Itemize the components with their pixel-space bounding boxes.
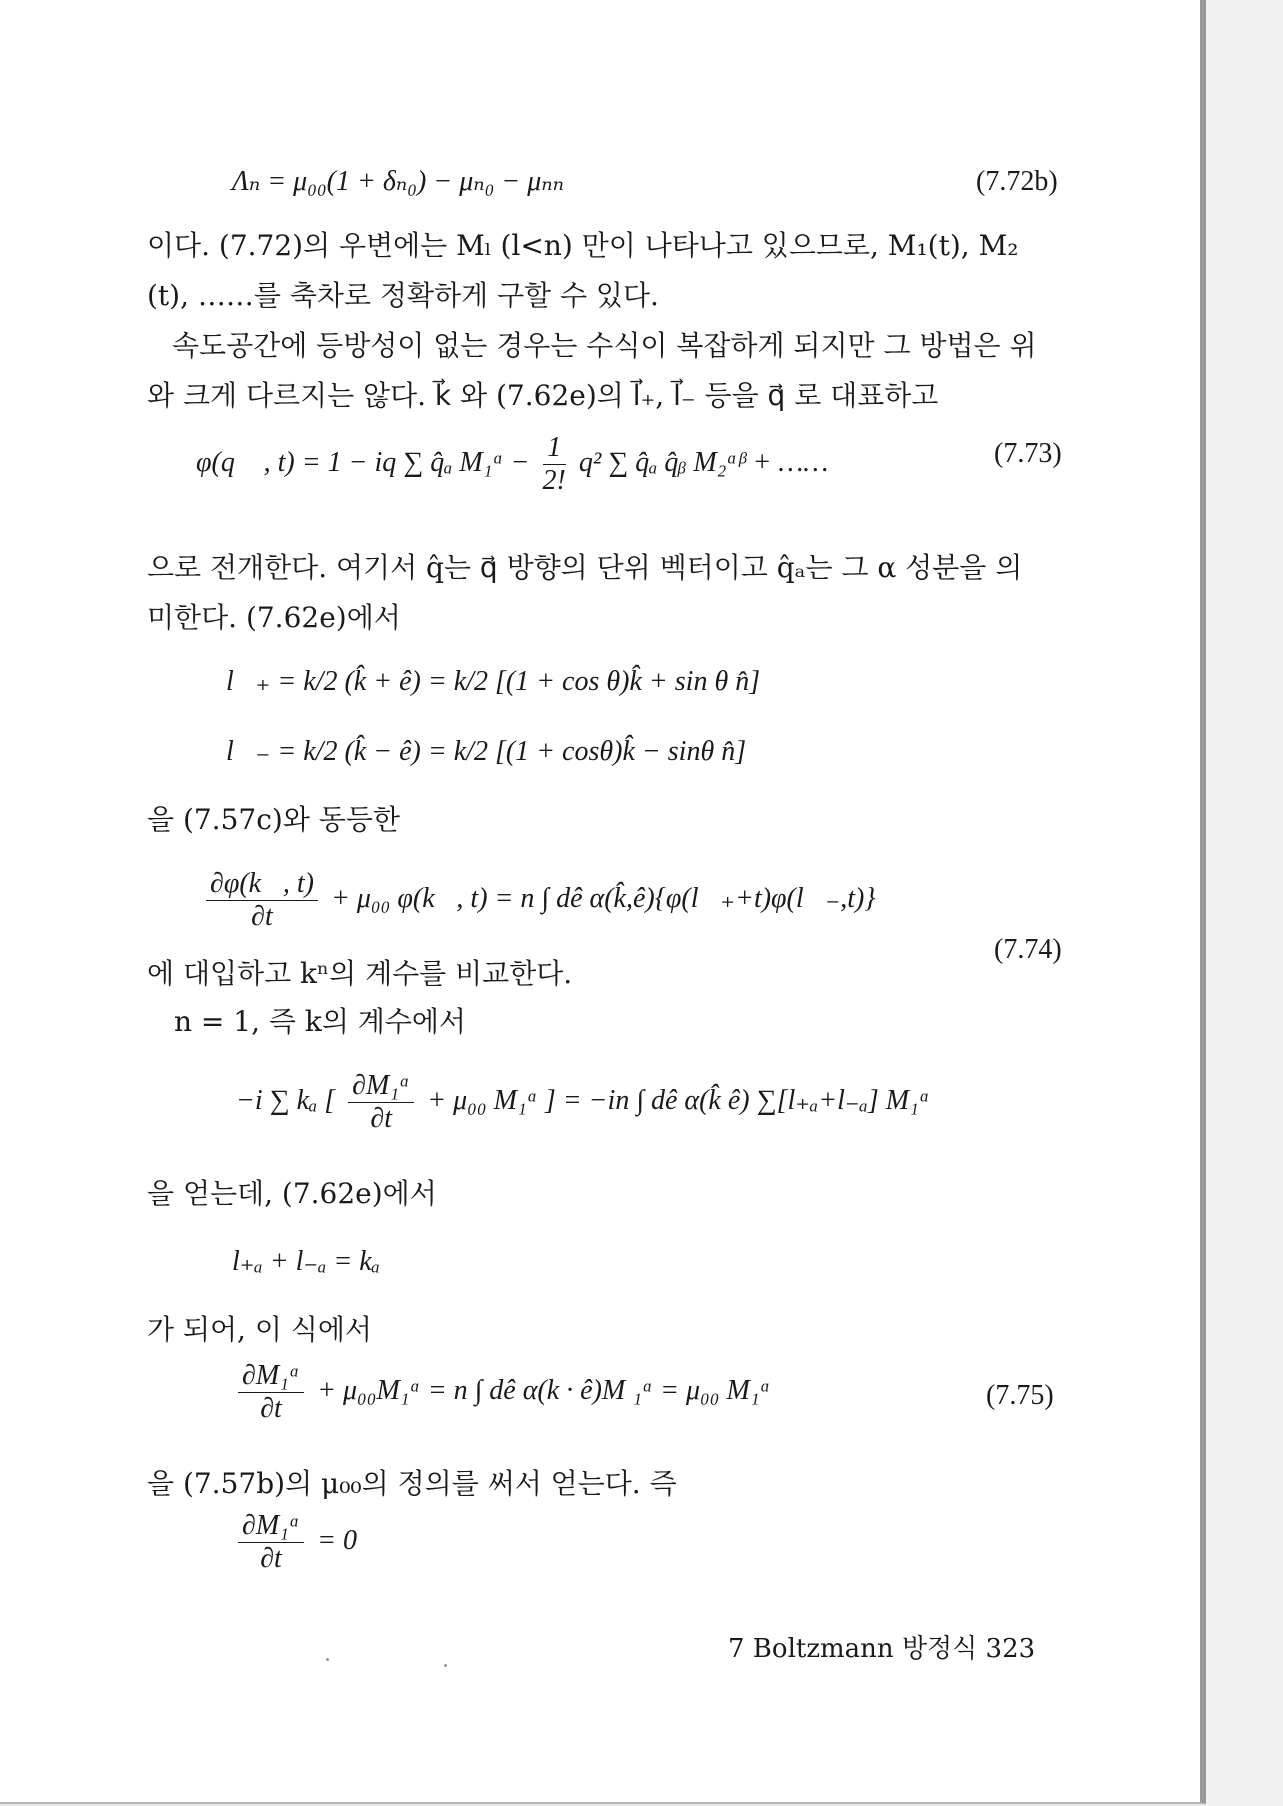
equation-7-72b: Λₙ = μ₀₀(1 + δₙ₀) − μₙ₀ − μₙₙ <box>232 166 564 197</box>
equation-7-74-fraction <box>206 868 318 933</box>
fraction-numerator: ∂M₁ᵅ <box>238 1360 304 1393</box>
equation-7-73-right: q² ∑ q̂ₐ q̂ᵦ M₂ᵅᵝ + …… <box>578 446 829 478</box>
text-line-9: n = 1, 즉 k의 계수에서 <box>174 1005 466 1038</box>
text-line-1: 이다. (7.72)의 우변에는 Mₗ (l<n) 만이 나타나고 있으므로, M₁(t), M₂ <box>147 229 1019 262</box>
text-line-7: 을 (7.57c)와 동등한 <box>147 803 400 836</box>
viewer-margin <box>1206 0 1283 1806</box>
equation-7-75-fraction <box>238 1360 304 1425</box>
fraction-numerator: 1 <box>543 432 566 465</box>
equation-7-75 <box>232 1360 771 1425</box>
equation-l-plus: l⃗₊ = k/2 (k̂ + ê) = k/2 [(1 + cos θ)k̂ + sin θ n̂] <box>226 666 761 697</box>
equation-n-equals-1 <box>236 1070 930 1135</box>
equation-number-7-73: (7.73) <box>994 438 1062 469</box>
text-line-2: (t), ……를 축차로 정확하게 구할 수 있다. <box>147 279 659 312</box>
page-footer: 7 Boltzmann 방정식 323 <box>728 1634 1036 1664</box>
fraction-numerator: ∂M₁ᵅ <box>238 1510 304 1543</box>
fraction-denominator: ∂t <box>370 1103 392 1134</box>
fraction-denominator: 2! <box>542 465 566 496</box>
equation-7-73 <box>196 432 828 497</box>
text-line-11: 가 되어, 이 식에서 <box>147 1313 372 1346</box>
scan-speck <box>444 1664 447 1667</box>
equation-number-7-72b: (7.72b) <box>976 166 1058 197</box>
equation-number-7-74: (7.74) <box>994 934 1062 965</box>
equation-n1-left: −i ∑ kₐ [ <box>236 1084 336 1116</box>
text-line-6: 미한다. (7.62e)에서 <box>147 601 401 634</box>
scan-speck <box>326 1658 329 1661</box>
fraction-denominator: ∂t <box>260 1543 282 1574</box>
equation-l-minus: l⃗₋ = k/2 (k̂ − ê) = k/2 [(1 + cosθ)k̂ − sinθ n̂] <box>226 736 747 767</box>
text-line-3: 속도공간에 등방성이 없는 경우는 수식이 복잡하게 되지만 그 방법은 위 <box>172 329 1037 362</box>
text-line-4: 와 크게 다르지는 않다. k⃗ 와 (7.62e)의 l⃗₊, l⃗₋ 등을 q⃗ 로 대표하고 <box>147 379 939 412</box>
text-line-8: 에 대입하고 kⁿ의 계수를 비교한다. <box>147 957 573 990</box>
text-line-10: 을 얻는데, (7.62e)에서 <box>147 1177 437 1210</box>
equation-7-74-right: + μ₀₀ φ(k⃗, t) = n ∫ dê α(k̂,ê){φ(l⃗₊+t)φ(l⃗₋,t)} <box>330 882 876 914</box>
equation-7-75-right: + μ₀₀M₁ᵅ = n ∫ dê α(k · ê)M ₁ᵅ = μ₀₀ M₁ᵅ <box>317 1374 771 1406</box>
fraction-denominator: ∂t <box>260 1393 282 1424</box>
equation-7-73-left: φ(q⃗ , t) = 1 − iq ∑ q̂ₐ M₁ᵅ − <box>196 446 530 478</box>
equation-final-fraction <box>238 1510 304 1575</box>
equation-final <box>232 1510 357 1575</box>
equation-7-73-fraction <box>543 432 566 497</box>
equation-l-sum: l₊ₐ + l₋ₐ = kₐ <box>232 1246 380 1277</box>
equation-n1-right: + μ₀₀ M₁ᵅ ] = −in ∫ dê α(k̂ ê) ∑[l₊ₐ+l₋ₐ] M₁ᵅ <box>427 1084 930 1116</box>
fraction-numerator: ∂M₁ᵅ <box>348 1070 414 1103</box>
text-line-5: 으로 전개한다. 여기서 q̂는 q⃗ 방향의 단위 벡터이고 q̂ₐ는 그 α 성분을 의 <box>147 551 1023 584</box>
fraction-numerator: ∂φ(k⃗, t) <box>206 868 318 901</box>
equation-number-7-75: (7.75) <box>986 1380 1054 1411</box>
equation-n1-fraction <box>348 1070 414 1135</box>
fraction-denominator: ∂t <box>251 901 273 932</box>
equation-7-74 <box>200 868 876 933</box>
equation-final-right: = 0 <box>317 1524 357 1556</box>
text-line-12: 을 (7.57b)의 μ₀₀의 정의를 써서 얻는다. 즉 <box>147 1467 677 1500</box>
